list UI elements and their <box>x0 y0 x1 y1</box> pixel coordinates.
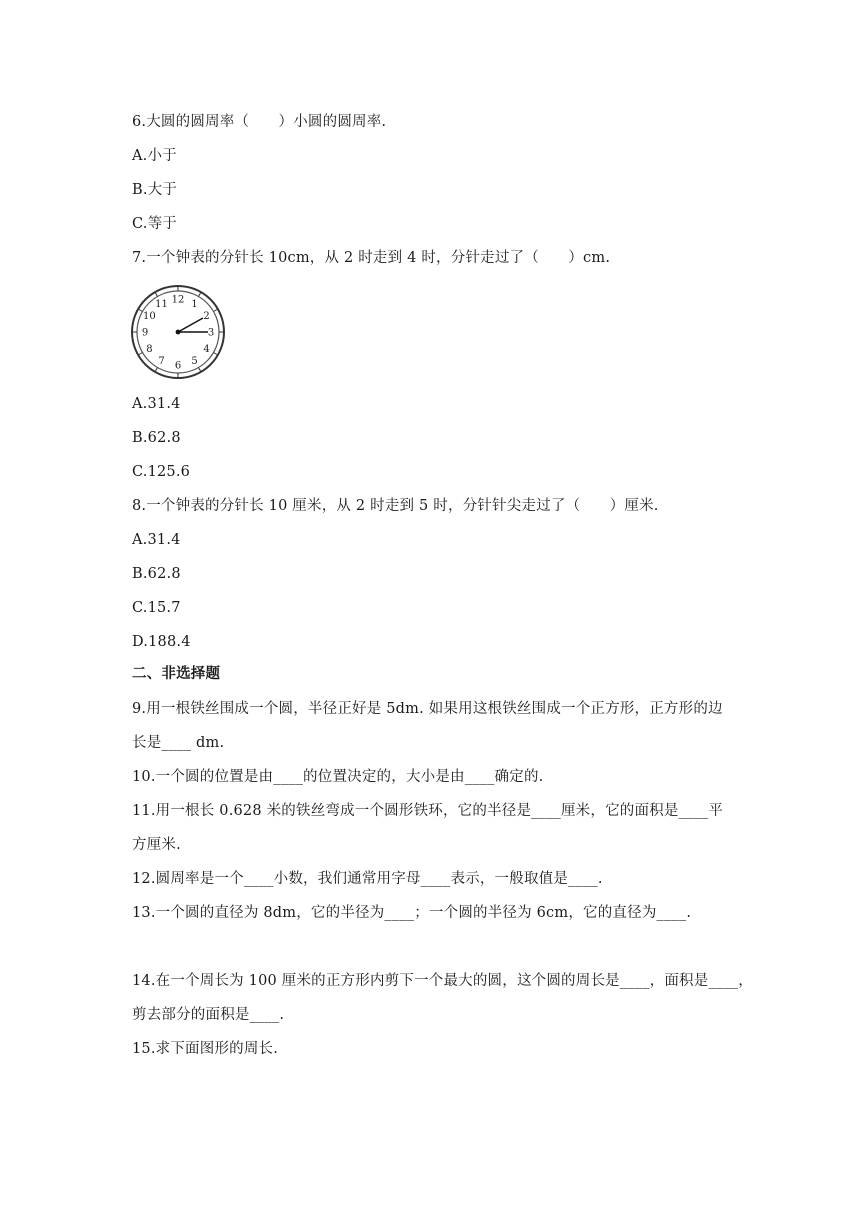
question-12: 12.圆周率是一个____小数，我们通常用字母____表示，一般取值是____. <box>132 871 603 887</box>
question-9-line-2: 长是____ dm. <box>132 735 225 751</box>
clock-number: 2 <box>203 311 210 322</box>
question-11-line-2: 方厘米. <box>132 837 181 853</box>
question-6-option-a: A.小于 <box>132 148 177 164</box>
question-10: 10.一个圆的位置是由____的位置决定的，大小是由____确定的. <box>132 769 544 785</box>
clock-number: 9 <box>141 327 149 339</box>
clock-number: 3 <box>207 327 215 339</box>
clock-number: 4 <box>203 344 210 355</box>
question-13: 13.一个圆的直径为 8dm，它的半径为____；一个圆的半径为 6cm，它的直径为____. <box>132 905 692 921</box>
clock-number: 6 <box>174 360 182 372</box>
section-heading: 二、非选择题 <box>132 666 221 682</box>
question-15: 15.求下面图形的周长. <box>132 1041 279 1057</box>
question-7-stem: 7.一个钟表的分针长 10cm，从 2 时走到 4 时，分针走过了（ ）cm. <box>132 250 611 266</box>
question-8-option-d: D.188.4 <box>132 634 191 650</box>
clock-number: 8 <box>146 344 153 355</box>
clock-number: 7 <box>158 356 165 368</box>
question-8-option-a: A.31.4 <box>132 532 181 548</box>
question-11-line-1: 11.用一根长 0.628 米的铁丝弯成一个圆形铁环，它的半径是____厘米，它的面积是____平 <box>132 803 724 819</box>
clock-number: 12 <box>171 294 185 306</box>
question-6-option-c: C.等于 <box>132 216 177 232</box>
clock-number: 5 <box>191 356 198 368</box>
question-7-option-c: C.125.6 <box>132 464 191 480</box>
clock-number: 11 <box>155 298 168 310</box>
question-14-line-1: 14.在一个周长为 100 厘米的正方形内剪下一个最大的圆，这个圆的周长是____，面积是____， <box>132 973 753 989</box>
question-8-option-b: B.62.8 <box>132 566 181 582</box>
question-14-line-2: 剪去部分的面积是____. <box>132 1007 285 1023</box>
question-6-stem: 6.大圆的圆周率（ ）小圆的圆周率. <box>132 114 387 130</box>
clock-number: 10 <box>143 311 156 322</box>
clock-figure <box>130 284 226 380</box>
question-9-line-1: 9.用一根铁丝围成一个圆，半径正好是 5dm. 如果用这根铁丝围成一个正方形，正方形的边 <box>132 701 723 717</box>
question-6-option-b: B.大于 <box>132 182 178 198</box>
question-8-stem: 8.一个钟表的分针长 10 厘米，从 2 时走到 5 时，分针针尖走过了（ ）厘米. <box>132 498 659 514</box>
clock-center <box>176 330 181 335</box>
question-7-option-b: B.62.8 <box>132 430 181 446</box>
clock-number: 1 <box>191 298 198 310</box>
question-8-option-c: C.15.7 <box>132 600 181 616</box>
question-7-option-a: A.31.4 <box>132 396 181 412</box>
